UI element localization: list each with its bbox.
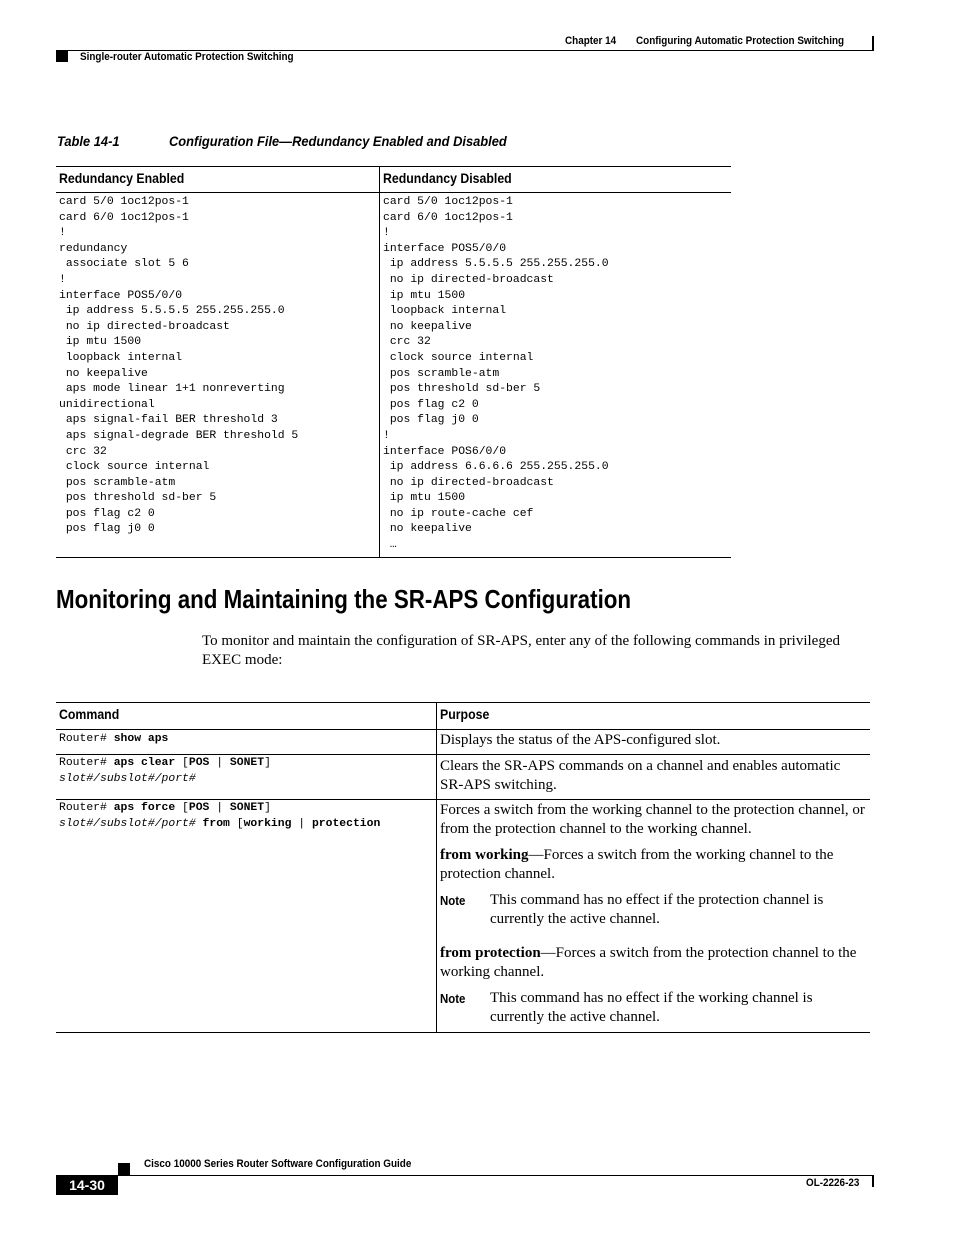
header-marker: [56, 51, 68, 62]
config-line: !: [383, 227, 390, 240]
command-show-aps: [59, 732, 168, 748]
config-line: no keepalive: [59, 367, 148, 380]
config-line: unidirectional: [59, 398, 155, 411]
command-aps-force: [59, 801, 380, 832]
table1-caption: Configuration File—Redundancy Enabled and Disabled: [169, 133, 507, 149]
option-pos: POS: [188, 757, 210, 769]
from-working-text: —Forces a switch from the working channel to the protection channel.: [440, 847, 834, 882]
command-aps-clear: [59, 756, 271, 787]
bracket: ]: [264, 757, 271, 769]
option-sonet: SONET: [229, 757, 265, 769]
table2-header-command: Command: [59, 706, 120, 722]
config-line: no ip directed-broadcast: [383, 476, 554, 489]
table2-top-rule: [56, 702, 870, 703]
footer-doc-number: OL-2226-23: [806, 1177, 860, 1189]
option-sonet: SONET: [229, 802, 265, 814]
note-label: Note: [440, 893, 466, 908]
config-line: no ip route-cache cef: [383, 507, 534, 520]
config-line: interface POS5/0/0: [383, 242, 507, 255]
table2-row1-rule: [56, 754, 870, 755]
redundancy-enabled-config: [59, 195, 298, 538]
from-protection-description: [440, 944, 865, 982]
config-line: ip mtu 1500: [383, 492, 466, 505]
from-protection-term: from protection: [440, 945, 541, 961]
config-line: ip address 5.5.5.5 255.255.255.0: [383, 258, 609, 271]
config-line: …: [383, 539, 397, 552]
note-working-active: This command has no effect if the working channel is currently the active channel.: [490, 990, 813, 1025]
table1-column-divider: [379, 166, 380, 557]
purpose-aps-force: Forces a switch from the working channel to the protection channel, or from the protection channel to the working channel.: [440, 802, 865, 837]
option-protection: protection: [311, 817, 381, 830]
config-line: no ip directed-broadcast: [59, 320, 230, 333]
table1-label: Table 14-1: [57, 133, 120, 149]
config-line: pos scramble-atm: [383, 367, 500, 380]
config-line: crc 32: [59, 445, 107, 458]
argument-slot: slot#/subslot#/port#: [59, 772, 196, 785]
intro-paragraph: To monitor and maintain the configuration of SR-APS, enter any of the following commands in privileged EXEC mode:: [202, 633, 840, 668]
config-line: !: [59, 227, 66, 240]
router-prompt: Router#: [59, 757, 114, 769]
table1-header-enabled: Redundancy Enabled: [59, 170, 185, 186]
command-keyword: aps clear: [113, 757, 176, 769]
config-line: card 5/0 1oc12pos-1: [59, 196, 189, 208]
config-line: card 6/0 1oc12pos-1: [59, 211, 189, 224]
header-chapter-title: Configuring Automatic Protection Switching: [636, 35, 845, 47]
config-line: !: [383, 429, 390, 442]
config-line: loopback internal: [59, 351, 183, 364]
header-rule-right: [872, 36, 874, 50]
config-line: pos flag j0 0: [59, 523, 155, 536]
from-protection-text: —Forces a switch from the protection channel to the working channel.: [440, 945, 857, 980]
table2-row2-rule: [56, 799, 870, 800]
router-prompt: Router#: [59, 733, 114, 745]
header-chapter: Chapter 14: [565, 35, 617, 47]
config-line: card 6/0 1oc12pos-1: [383, 211, 513, 224]
config-line: associate slot 5 6: [59, 258, 189, 271]
footer-rule-right: [872, 1175, 874, 1187]
option-working: working: [243, 817, 292, 830]
footer-guide-title: Cisco 10000 Series Router Software Configuration Guide: [144, 1158, 412, 1170]
config-line: pos flag c2 0: [383, 398, 479, 411]
config-line: card 5/0 1oc12pos-1: [383, 196, 513, 208]
router-prompt: Router#: [59, 802, 114, 814]
table2-header-purpose: Purpose: [440, 706, 490, 722]
table1-header-rule: [56, 192, 731, 193]
purpose-aps-clear: Clears the SR-APS commands on a channel and enables automatic SR-APS switching.: [440, 758, 841, 793]
config-line: pos flag c2 0: [59, 507, 155, 520]
separator: |: [209, 757, 230, 769]
bracket: ]: [264, 802, 271, 814]
config-line: pos threshold sd-ber 5: [383, 383, 541, 396]
config-line: pos scramble-atm: [59, 476, 176, 489]
from-working-description: [440, 846, 865, 884]
config-line: ip address 6.6.6.6 255.255.255.0: [383, 461, 609, 474]
option-pos: POS: [188, 802, 210, 814]
config-line: crc 32: [383, 336, 431, 349]
note-protection-active: This command has no effect if the protection channel is currently the active channel.: [490, 892, 824, 927]
config-line: no keepalive: [383, 523, 472, 536]
table2-column-divider: [436, 702, 437, 1032]
config-line: !: [59, 273, 66, 286]
config-line: clock source internal: [59, 461, 210, 474]
section-title: Monitoring and Maintaining the SR-APS Configuration: [56, 584, 632, 614]
header-section: Single-router Automatic Protection Switching: [80, 51, 294, 63]
page-number: 14-30: [69, 1177, 105, 1193]
separator: |: [291, 817, 312, 830]
config-line: ip mtu 1500: [383, 289, 466, 302]
from-working-term: from working: [440, 847, 529, 863]
redundancy-disabled-config: [383, 195, 609, 554]
command-keyword: show aps: [113, 733, 169, 745]
config-line: pos threshold sd-ber 5: [59, 492, 217, 505]
separator: |: [209, 802, 230, 814]
config-line: clock source internal: [383, 351, 534, 364]
purpose-show-aps: Displays the status of the APS-configured slot.: [440, 732, 721, 748]
config-line: no keepalive: [383, 320, 472, 333]
table2-bottom-rule: [56, 1032, 870, 1033]
bracket: [: [229, 817, 244, 830]
config-line: loopback internal: [383, 305, 507, 318]
config-line: no ip directed-broadcast: [383, 273, 554, 286]
note-label: Note: [440, 991, 466, 1006]
config-line: pos flag j0 0: [383, 414, 479, 427]
config-line: interface POS6/0/0: [383, 445, 507, 458]
bracket: [: [175, 757, 189, 769]
command-keyword: aps force: [113, 802, 176, 814]
keyword-from: from: [195, 817, 230, 830]
footer-rule: [118, 1175, 874, 1176]
config-line: ip mtu 1500: [59, 336, 142, 349]
bracket: [: [175, 802, 189, 814]
table1-bottom-rule: [56, 557, 731, 558]
argument-slot: slot#/subslot#/port#: [59, 817, 196, 830]
footer-marker: [118, 1163, 130, 1175]
config-line: aps signal-fail BER threshold 3: [59, 414, 278, 427]
table1-top-rule: [56, 166, 731, 167]
config-line: redundancy: [59, 242, 128, 255]
config-line: aps signal-degrade BER threshold 5: [59, 429, 299, 442]
config-line: ip address 5.5.5.5 255.255.255.0: [59, 305, 285, 318]
table1-header-disabled: Redundancy Disabled: [383, 170, 512, 186]
config-line: aps mode linear 1+1 nonreverting: [59, 383, 285, 396]
table2-header-rule: [56, 729, 870, 730]
config-line: interface POS5/0/0: [59, 289, 183, 302]
